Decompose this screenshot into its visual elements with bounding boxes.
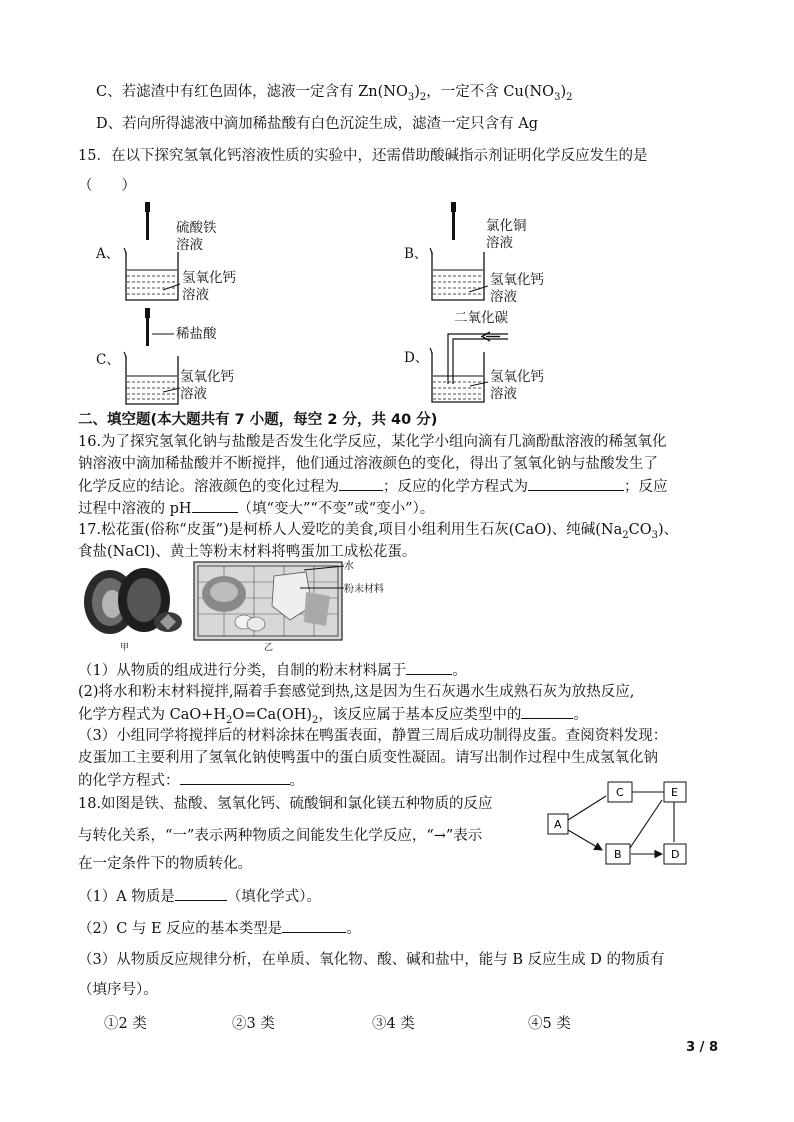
q16-blank-equation[interactable] [528,476,624,491]
q18-line-2: 与转化关系，“一”表示两种物质之间能发生化学反应，“→”表示 [78,828,483,844]
q17-part-2-line-1: (2)将水和粉末材料搅拌,隔着手套感觉到热,这是因为生石灰遇水生成熟石灰为放热反应, [78,684,635,700]
q16-line-1: 16.为了探究氢氧化钠与盐酸是否发生化学反应，某化学小组向滴有几滴酚酞溶液的稀氢氧化 [78,434,667,450]
q16-blank-ph[interactable] [192,498,238,513]
q15-c-beaker-label-2: 溶液 [180,386,207,402]
q17-caption-b: 乙 [264,643,274,653]
q18-line-3: 在一定条件下的物质转化。 [78,856,252,872]
q15-b-letter: B、 [404,246,428,262]
q17-blank-naoh-equation[interactable] [180,770,290,785]
q17-part-1: （1）从物质的组成进行分类，自制的粉末材料属于 。 [78,660,467,681]
page-number: 3 / 8 [686,1040,718,1055]
q18-choice-4[interactable]: ④5 类 [528,1016,571,1032]
q18-node-c: C [616,786,624,799]
q17-line-1: 17.松花蛋(俗称“皮蛋”)是柯桥人人爱吃的美食,项目小组利用生石灰(CaO)、纯碱$(Na_2CO_3)$、 [78,522,679,541]
q15-c-drop-label: 稀盐酸 [176,326,217,342]
q15-a-drop-label-2: 溶液 [176,237,203,253]
q18-relation-diagram [544,780,694,870]
q18-arrow-a-b [568,830,602,850]
q15-a-drop-label: 硫酸铁 [176,220,217,236]
q16-line-3: 化学反应的结论。溶液颜色的变化过程为 ；反应的化学方程式为 ；反应 [78,476,668,497]
q15-a-beaker-label-2: 溶液 [182,287,209,303]
q18-link-b-e [630,800,662,848]
q16-line-4: 过程中溶液的 pH （填“变大”“不变”或“变小”）。 [78,498,434,519]
q18-part-1: （1）A 物质是 （填化学式）。 [78,886,321,907]
q17-label-powder: 粉末材料 [344,584,384,595]
q18-choice-3[interactable]: ③4 类 [372,1016,415,1032]
q15-a-letter: A、 [96,246,120,262]
q15-d-gas-label: 二氧化碳 [454,310,508,326]
q17-blank-reaction-type[interactable] [521,704,573,719]
q15-a-beaker-label: 氢氧化钙 [182,270,236,286]
q18-choice-2[interactable]: ②3 类 [232,1016,275,1032]
q18-node-d: D [671,848,680,861]
q18-part-3-line-1: （3）从物质反应规律分析，在单质、氧化物、酸、碱和盐中，能与 B 反应生成 D 的物质有 [78,952,665,968]
q17-part-3-line-3: 的化学方程式： 。 [78,770,304,791]
q15-d-letter: D、 [404,350,429,366]
q18-link-a-c [568,796,606,820]
q15-answer-paren: （ ） [78,178,136,194]
q15-b-beaker-label-2: 溶液 [490,289,517,305]
q18-node-a: A [554,818,562,831]
q17-label-water: 水 [344,561,354,572]
q16-blank-color[interactable] [339,476,383,491]
q17-part-3-line-1: （3）小组同学将搅拌后的材料涂抹在鸭蛋表面，静置三周后成功制得皮蛋。查阅资料发现： [78,728,668,744]
q17-part-2-line-2: 化学方程式为 $CaO+H_2O=Ca(OH)_2$，该反应属于基本反应类型中的 。 [78,704,588,731]
q15-b-drop-label-2: 溶液 [486,235,513,251]
q15-c-letter: C、 [96,352,120,368]
q17-photo-preserved-eggs [82,566,188,640]
q15-stem: 15．在以下探究氢氧化钙溶液性质的实验中，还需借助酸碱指示剂证明化学反应发生的是 [78,148,648,164]
q18-node-e: E [671,786,678,799]
q18-blank-reaction-type[interactable] [282,918,346,933]
q17-line-2: 食盐(NaCl)、黄土等粉末材料将鸭蛋加工成松花蛋。 [78,544,417,560]
q18-line-1: 18.如图是铁、盐酸、氢氧化钙、硫酸铜和氯化镁五种物质的反应 [78,796,493,812]
q15-b-drop-label: 氯化铜 [486,218,527,234]
q14-option-d: D、若向所得滤液中滴加稀盐酸有白色沉淀生成，滤渣一定只含有 Ag [96,116,538,132]
section-2-title: 二、填空题(本大题共有 7 小题，每空 2 分，共 40 分) [78,412,438,428]
q15-c-beaker-label: 氢氧化钙 [180,369,234,385]
q15-d-beaker-label-2: 溶液 [490,386,517,402]
q16-line-2: 钠溶液中滴加稀盐酸并不断搅拌，他们通过溶液颜色的变化，得出了氢氧化钠与盐酸发生了 [78,456,658,472]
q18-choice-1[interactable]: ①2 类 [104,1016,147,1032]
q18-part-2: （2）C 与 E 反应的基本类型是 。 [78,918,361,939]
q18-blank-formula[interactable] [175,886,227,901]
q17-part-3-line-2: 皮蛋加工主要利用了氢氧化钠使鸭蛋中的蛋白质变性凝固。请写出制作过程中生成氢氧化钠 [78,750,658,766]
q18-node-b: B [614,848,622,861]
q14-option-c: C、若滤渣中有红色固体，滤液一定含有 $Zn(NO_3)_2$，一定不含 $Cu(NO_3)_2$ [96,84,573,103]
q17-caption-a: 甲 [120,643,130,653]
q15-b-beaker-label: 氢氧化钙 [490,272,544,288]
q18-part-3-line-2: （填序号）。 [78,982,158,998]
q15-d-beaker-label: 氢氧化钙 [490,369,544,385]
q17-blank-classification[interactable] [406,660,452,675]
